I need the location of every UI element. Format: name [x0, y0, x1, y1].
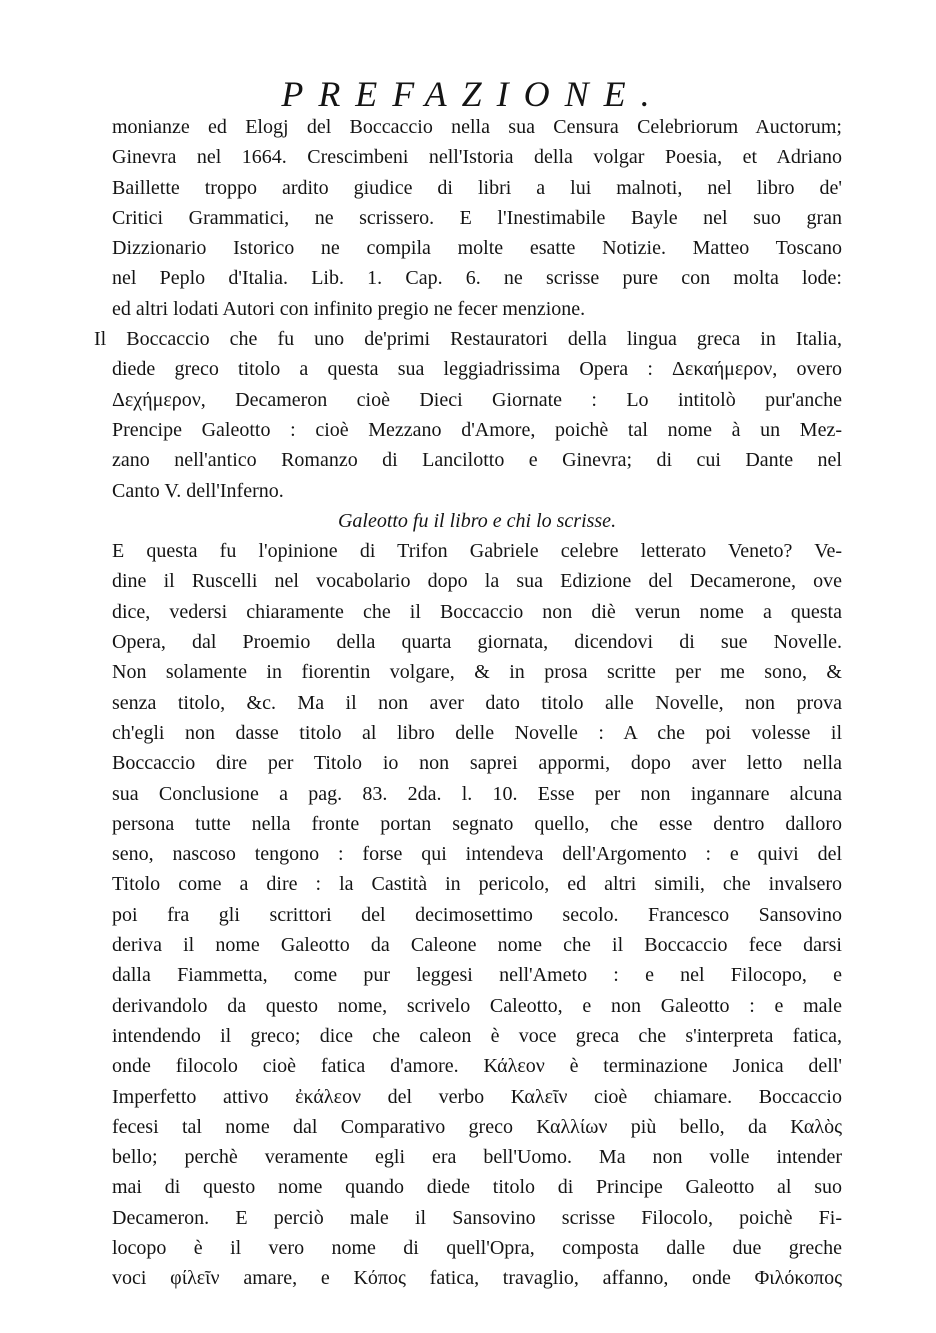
text-line: dalla Fiammetta, come pur leggesi nell'Ameto : e nel Filocopo, e — [112, 964, 842, 987]
text-line: senza titolo, &c. Ma il non aver dato titolo alle Novelle, non prova — [112, 691, 842, 714]
text-line: Opera, dal Proemio della quarta giornata, dicendovi di sue Novelle. — [112, 631, 842, 654]
text-line: Boccaccio dire per Titolo io non saprei appormi, dopo aver letto nella — [112, 752, 842, 775]
text-line: persona tutte nella fronte portan segnato quello, che esse dentro dalloro — [112, 812, 842, 835]
text-line: dine il Ruscelli nel vocabolario dopo la sua Edizione del Decamerone, ove — [112, 570, 842, 593]
text-line: bello; perchè veramente egli era bell'Uomo. Ma non volle intender — [112, 1146, 842, 1169]
text-line: Il Boccaccio che fu uno de'primi Restauratori della lingua greca in Italia, — [94, 328, 842, 351]
text-line: poi fra gli scrittori del decimosettimo secolo. Francesco Sansovino — [112, 903, 842, 926]
text-line: fecesi tal nome dal Comparativo greco Καλλίων più bello, da Καλὸς — [112, 1115, 842, 1138]
page-heading: PREFAZIONE. — [281, 74, 665, 114]
text-line: voci φίλεῖν amare, e Κόπος fatica, travaglio, affanno, onde Φιλόκοπος — [112, 1267, 842, 1290]
body-text — [94, 112, 842, 1294]
text-line: diede greco titolo a questa sua leggiadrissima Opera : Δεκαήμερον, overo — [112, 358, 842, 381]
text-line: locopo è il vero nome di quell'Opra, composta dalle due greche — [112, 1236, 842, 1259]
text-line: Canto V. dell'Inferno. — [112, 479, 284, 502]
text-line: Δεχήμερον, Decameron cioè Dieci Giornate : Lo intitolò pur'anche — [112, 388, 842, 411]
quoted-verse: Galeotto fu il libro e chi lo scrisse. — [337, 509, 617, 532]
text-line: Imperfetto attivo ἐκάλεον del verbo Καλεῖν cioè chiamare. Boccaccio — [112, 1085, 842, 1108]
text-line: Baillette troppo ardito giudice di libri a lui malnoti, nel libro de' — [112, 176, 842, 199]
text-line: Critici Grammatici, ne scrissero. E l'Inestimabile Bayle nel suo gran — [112, 206, 842, 229]
text-line: dice, vedersi chiaramente che il Boccaccio non diè verun nome a questa — [112, 600, 842, 623]
text-line: Prencipe Galeotto : cioè Mezzano d'Amore, poichè tal nome à un Mez- — [112, 418, 842, 441]
text-line: Titolo come a dire : la Castità in pericolo, ed altri simili, che invalsero — [112, 873, 842, 896]
text-line: Ginevra nel 1664. Crescimbeni nell'Istoria della volgar Poesia, et Adriano — [112, 146, 842, 169]
text-line: Non solamente in fiorentin volgare, & in prosa scritte per me sono, & — [112, 661, 842, 684]
text-line: onde filocolo cioè fatica d'amore. Κάλεον è terminazione Jonica dell' — [112, 1055, 842, 1078]
text-line: nel Peplo d'Italia. Lib. 1. Cap. 6. ne scrisse pure con molta lode: — [112, 267, 842, 290]
text-line: ch'egli non dasse titolo al libro delle Novelle : A che poi volesse il — [112, 721, 842, 744]
text-line: monianze ed Elogj del Boccaccio nella sua Censura Celebriorum Auctorum; — [112, 116, 842, 138]
text-line: Dizzionario Istorico ne compila molte esatte Notizie. Matteo Toscano — [112, 237, 842, 260]
text-line: intendendo il greco; dice che caleon è voce greca che s'interpreta fatica, — [112, 1024, 842, 1047]
text-line: Decameron. E perciò male il Sansovino scrisse Filocolo, poichè Fi- — [112, 1206, 842, 1229]
text-line: derivandolo da questo nome, scrivelo Caleotto, e non Galeotto : e male — [112, 994, 842, 1017]
text-line: mai di questo nome quando diede titolo di Principe Galeotto al suo — [112, 1176, 842, 1199]
text-line: zano nell'antico Romanzo di Lancilotto e Ginevra; di cui Dante nel — [112, 449, 842, 472]
text-line: sua Conclusione a pag. 83. 2da. l. 10. Esse per non ingannare alcuna — [112, 782, 842, 805]
text-line: deriva il nome Galeotto da Caleone nome che il Boccaccio fece darsi — [112, 934, 842, 957]
text-line: ed altri lodati Autori con infinito pregio ne fecer menzione. — [112, 297, 586, 320]
text-line: seno, nascoso tengono : forse qui intendeva dell'Argomento : e quivi del — [112, 843, 842, 866]
text-line: E questa fu l'opinione di Trifon Gabriele celebre letterato Veneto? Ve- — [112, 540, 842, 563]
